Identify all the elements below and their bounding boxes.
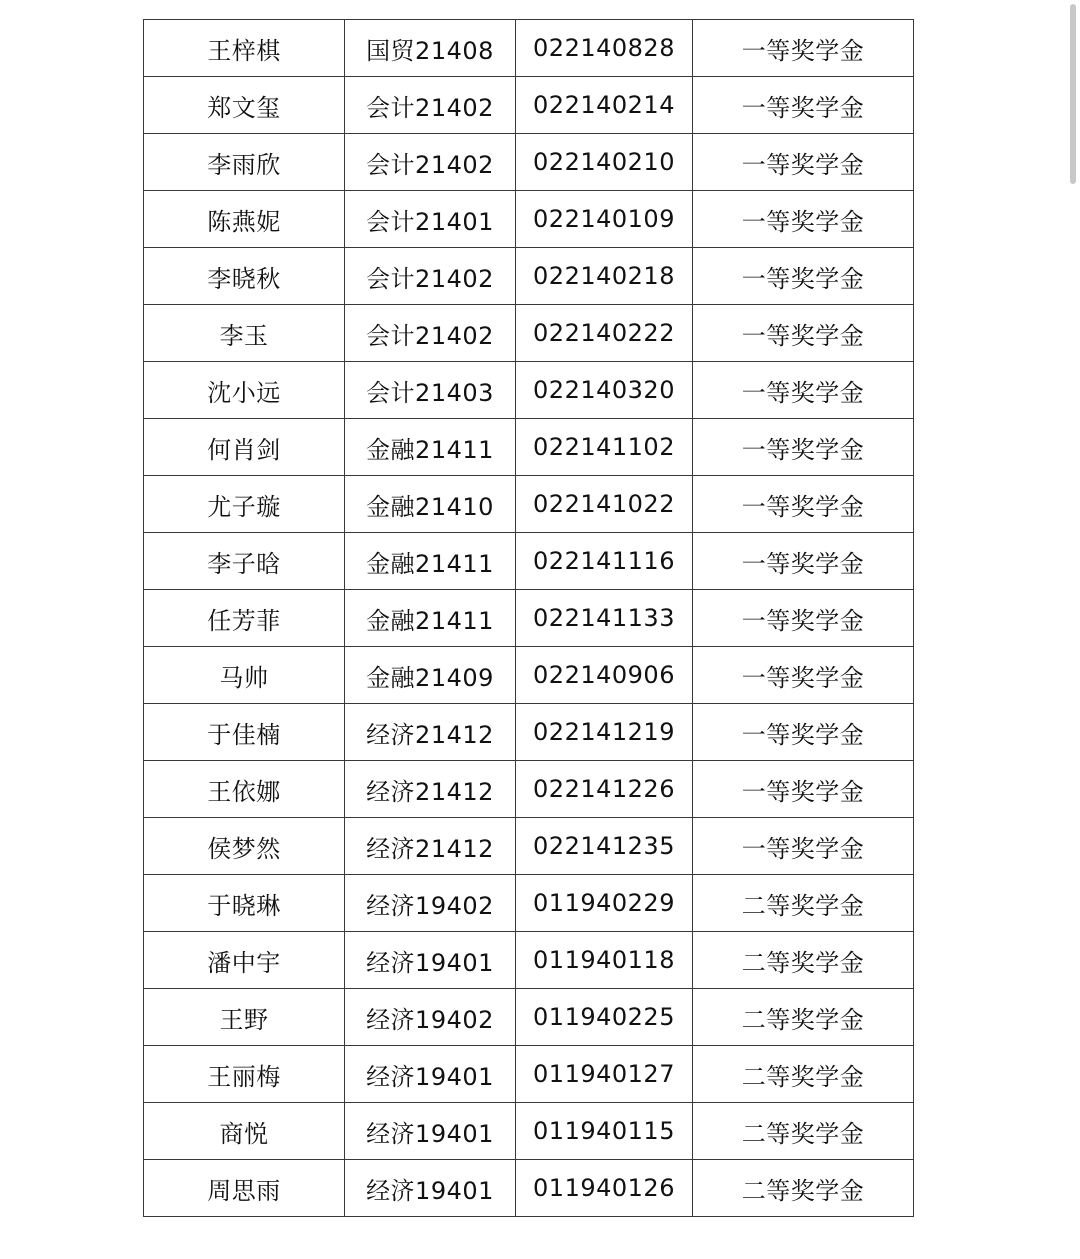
student-id-cell: 022141235 (516, 818, 693, 875)
student-name-cell: 李晓秋 (144, 248, 345, 305)
class-cell: 会计21402 (345, 134, 516, 191)
student-id-cell: 022140214 (516, 77, 693, 134)
class-cell: 会计21401 (345, 191, 516, 248)
student-name-cell: 李雨欣 (144, 134, 345, 191)
student-id-cell: 022141022 (516, 476, 693, 533)
award-cell: 二等奖学金 (693, 875, 914, 932)
class-cell: 经济19401 (345, 932, 516, 989)
student-id-cell: 022141102 (516, 419, 693, 476)
table-row (144, 989, 914, 1046)
table-row (144, 1103, 914, 1160)
student-id-cell: 022140828 (516, 20, 693, 77)
vertical-scrollbar[interactable] (1066, 0, 1080, 1259)
class-cell: 经济21412 (345, 704, 516, 761)
class-cell: 经济19402 (345, 875, 516, 932)
table-row (144, 875, 914, 932)
class-cell: 金融21409 (345, 647, 516, 704)
student-name-cell: 郑文玺 (144, 77, 345, 134)
class-cell: 会计21402 (345, 305, 516, 362)
table-row (144, 1160, 914, 1217)
award-cell: 一等奖学金 (693, 704, 914, 761)
class-cell: 金融21411 (345, 419, 516, 476)
award-cell: 一等奖学金 (693, 362, 914, 419)
student-id-cell: 011940118 (516, 932, 693, 989)
award-cell: 二等奖学金 (693, 1103, 914, 1160)
student-name-cell: 王梓棋 (144, 20, 345, 77)
award-cell: 二等奖学金 (693, 989, 914, 1046)
student-id-cell: 011940225 (516, 989, 693, 1046)
class-cell: 会计21403 (345, 362, 516, 419)
student-id-cell: 011940115 (516, 1103, 693, 1160)
class-cell: 经济19401 (345, 1103, 516, 1160)
class-cell: 经济19401 (345, 1160, 516, 1217)
student-name-cell: 任芳菲 (144, 590, 345, 647)
student-name-cell: 王野 (144, 989, 345, 1046)
student-id-cell: 022140222 (516, 305, 693, 362)
table-row (144, 20, 914, 77)
student-name-cell: 王丽梅 (144, 1046, 345, 1103)
award-cell: 二等奖学金 (693, 1046, 914, 1103)
student-name-cell: 商悦 (144, 1103, 345, 1160)
student-id-cell: 011940229 (516, 875, 693, 932)
student-name-cell: 周思雨 (144, 1160, 345, 1217)
student-name-cell: 马帅 (144, 647, 345, 704)
table-row (144, 476, 914, 533)
table-row (144, 419, 914, 476)
table-row (144, 77, 914, 134)
student-id-cell: 011940127 (516, 1046, 693, 1103)
table-row (144, 134, 914, 191)
award-cell: 一等奖学金 (693, 20, 914, 77)
table-row (144, 533, 914, 590)
award-cell: 一等奖学金 (693, 77, 914, 134)
class-cell: 会计21402 (345, 77, 516, 134)
student-name-cell: 于晓琳 (144, 875, 345, 932)
student-id-cell: 022141133 (516, 590, 693, 647)
table-row (144, 647, 914, 704)
student-name-cell: 沈小远 (144, 362, 345, 419)
class-cell: 经济19402 (345, 989, 516, 1046)
class-cell: 经济21412 (345, 818, 516, 875)
class-cell: 金融21411 (345, 533, 516, 590)
student-id-cell: 022141226 (516, 761, 693, 818)
table-row (144, 305, 914, 362)
student-name-cell: 李子晗 (144, 533, 345, 590)
student-id-cell: 022140109 (516, 191, 693, 248)
scrollbar-thumb[interactable] (1070, 4, 1076, 184)
class-cell: 金融21410 (345, 476, 516, 533)
award-cell: 一等奖学金 (693, 134, 914, 191)
award-cell: 二等奖学金 (693, 932, 914, 989)
table-row (144, 932, 914, 989)
award-cell: 一等奖学金 (693, 590, 914, 647)
student-name-cell: 侯梦然 (144, 818, 345, 875)
scholarship-table (143, 19, 914, 1217)
table-body (144, 20, 914, 1217)
student-id-cell: 022141116 (516, 533, 693, 590)
award-cell: 一等奖学金 (693, 191, 914, 248)
student-name-cell: 于佳楠 (144, 704, 345, 761)
award-cell: 一等奖学金 (693, 476, 914, 533)
award-cell: 一等奖学金 (693, 647, 914, 704)
award-cell: 一等奖学金 (693, 248, 914, 305)
student-id-cell: 022140210 (516, 134, 693, 191)
award-cell: 一等奖学金 (693, 533, 914, 590)
award-cell: 二等奖学金 (693, 1160, 914, 1217)
table-row (144, 191, 914, 248)
class-cell: 金融21411 (345, 590, 516, 647)
table-row (144, 818, 914, 875)
student-name-cell: 尤子璇 (144, 476, 345, 533)
student-id-cell: 022140218 (516, 248, 693, 305)
table-row (144, 362, 914, 419)
table-row (144, 590, 914, 647)
award-cell: 一等奖学金 (693, 818, 914, 875)
student-name-cell: 何肖剑 (144, 419, 345, 476)
award-cell: 一等奖学金 (693, 419, 914, 476)
table-row (144, 248, 914, 305)
table-row (144, 761, 914, 818)
table-row (144, 1046, 914, 1103)
student-id-cell: 022140906 (516, 647, 693, 704)
class-cell: 经济19401 (345, 1046, 516, 1103)
student-id-cell: 011940126 (516, 1160, 693, 1217)
award-cell: 一等奖学金 (693, 761, 914, 818)
class-cell: 会计21402 (345, 248, 516, 305)
student-name-cell: 潘中宇 (144, 932, 345, 989)
student-name-cell: 陈燕妮 (144, 191, 345, 248)
student-id-cell: 022141219 (516, 704, 693, 761)
class-cell: 经济21412 (345, 761, 516, 818)
student-id-cell: 022140320 (516, 362, 693, 419)
class-cell: 国贸21408 (345, 20, 516, 77)
student-name-cell: 李玉 (144, 305, 345, 362)
table-row (144, 704, 914, 761)
student-name-cell: 王依娜 (144, 761, 345, 818)
award-cell: 一等奖学金 (693, 305, 914, 362)
